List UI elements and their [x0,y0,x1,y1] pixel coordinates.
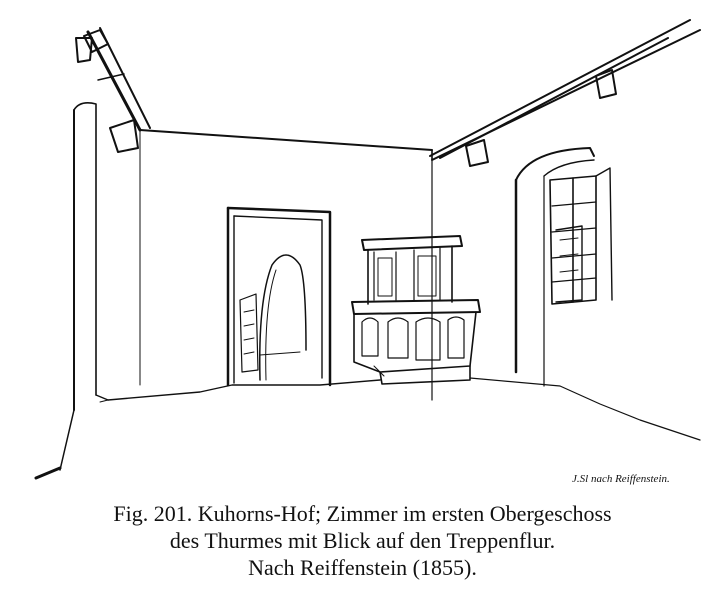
back-wall-outline [140,20,700,400]
left-ceiling-beam [76,28,150,152]
caption-line-3: Nach Reiffenstein (1855). [248,555,477,580]
artist-signature: J.Sl nach Reiffenstein. [572,473,670,485]
caption-line-1: Fig. 201. Kuhorns-Hof; Zimmer im ersten Obergeschoss [113,501,612,526]
doorway [228,208,330,385]
window-niche [516,148,612,386]
figure-caption [0,500,725,581]
tiled-stove [352,236,480,384]
right-ceiling-beam [440,38,668,166]
left-wall [36,103,108,478]
floor [108,378,700,440]
caption-line-2: des Thurmes mit Blick auf den Treppenflur. [169,528,556,553]
